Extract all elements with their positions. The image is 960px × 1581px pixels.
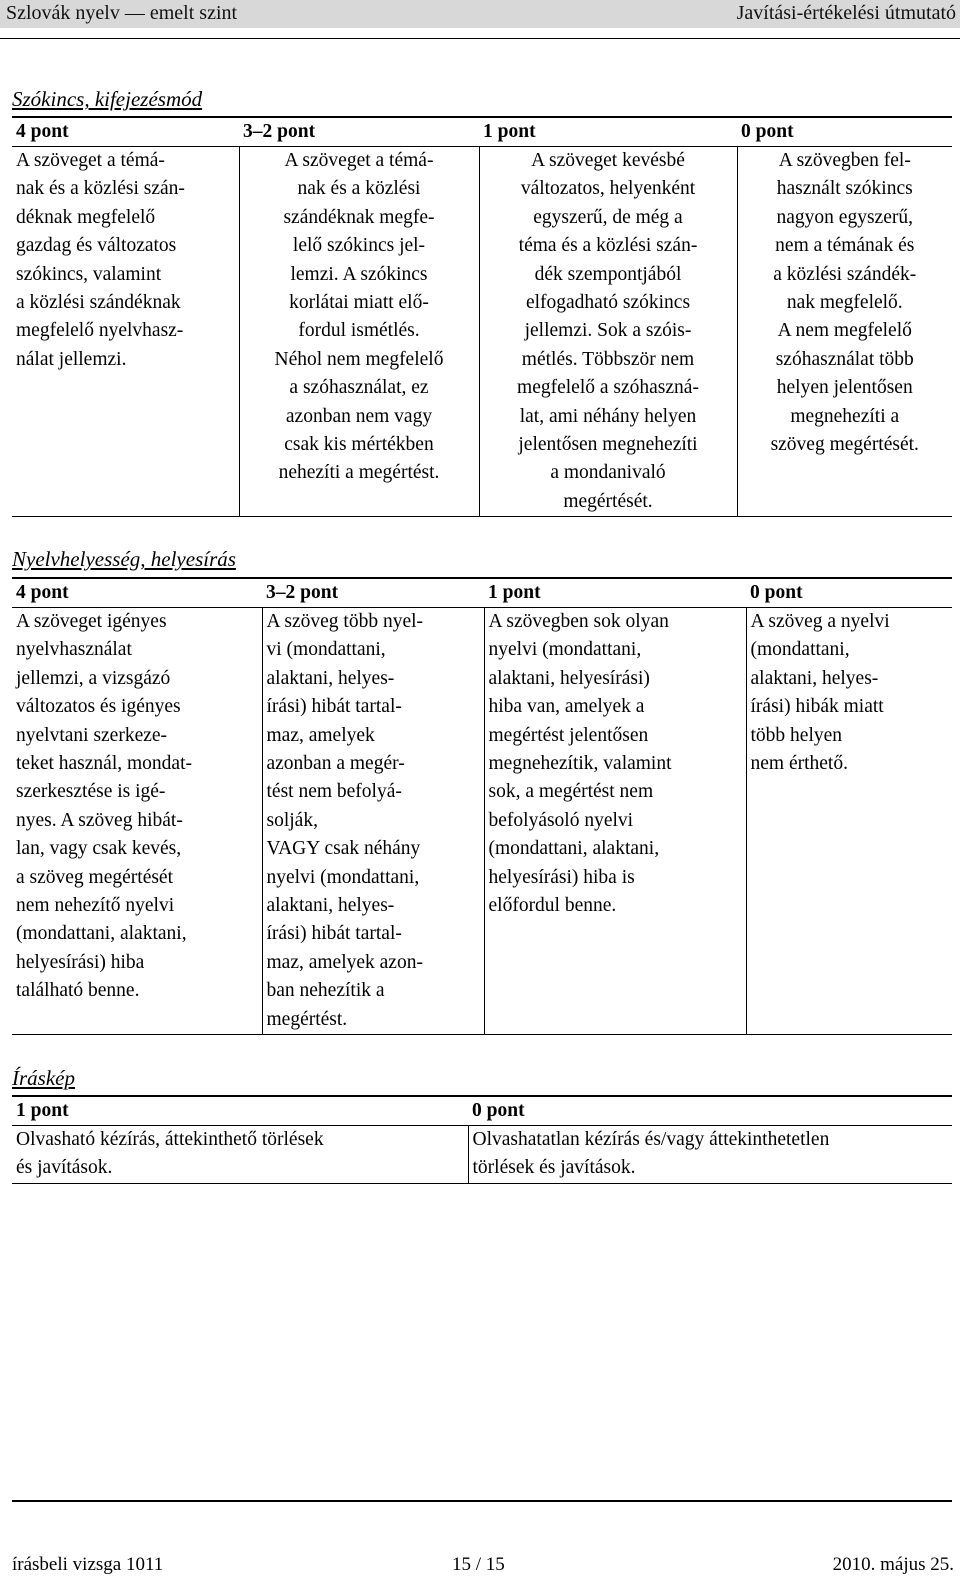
criteria-line: megértést.: [266, 1008, 348, 1030]
criteria-line: Olvashatatlan kézírás és/vagy áttekinthetetlen: [472, 1129, 830, 1150]
criteria-line: nem a témának és: [775, 235, 915, 257]
criteria-line: (mondattani, alaktani,: [488, 838, 660, 860]
criteria-line: A szöveget a témá-: [16, 150, 165, 171]
criteria-line: VAGY csak néhány: [266, 838, 421, 860]
criteria-line: írási) hibák miatt: [750, 696, 884, 718]
rubric-table-handwriting: [12, 1095, 952, 1184]
criteria-line: megértést jelentősen: [488, 724, 649, 746]
criteria-line: több helyen: [750, 724, 843, 746]
criteria-line: alaktani, helyes-: [750, 667, 879, 689]
criteria-line: nálat jellemzi.: [16, 348, 127, 370]
criteria-cell: [737, 147, 952, 517]
criteria-line: szöveg megértését.: [770, 434, 919, 456]
criteria-line: nak és a közlési szán-: [16, 178, 185, 200]
rubric-criteria-row: [12, 1126, 952, 1184]
header-doc-type: Javítási-értékelési útmutató: [736, 2, 956, 24]
column-header: 0 pont: [746, 578, 952, 608]
criteria-line: jellemzi, a vizsgázó: [16, 667, 171, 689]
page-header: [0, 0, 960, 28]
criteria-line: a szóhasználat, ez: [289, 377, 429, 399]
criteria-line: a közlési szándék-: [773, 263, 917, 285]
criteria-cell: [746, 608, 952, 1035]
criteria-line: nyes. A szöveg hibát-: [16, 809, 183, 831]
column-header: 3–2 pont: [262, 578, 484, 608]
criteria-line: szerkesztése is igé-: [16, 781, 166, 803]
criteria-line: A szöveget a témá-: [284, 150, 434, 171]
criteria-line: befolyásoló nyelvi: [488, 809, 634, 831]
criteria-cell: [262, 608, 484, 1035]
criteria-line: és javítások.: [16, 1157, 113, 1179]
criteria-line: maz, amelyek: [266, 724, 375, 746]
criteria-line: Néhol nem megfelelő: [274, 348, 444, 370]
criteria-line: jelentősen megnehezíti: [518, 434, 698, 456]
rubric-header-row: [12, 1096, 952, 1126]
criteria-cell: [479, 147, 737, 517]
criteria-line: déknak megfelelő: [16, 206, 156, 228]
column-header: 4 pont: [12, 578, 262, 608]
criteria-line: előfordul benne.: [488, 895, 617, 917]
criteria-line: változatos, helyenként: [520, 178, 696, 200]
criteria-line: Olvasható kézírás, áttekinthető törlések: [16, 1129, 324, 1150]
criteria-line: írási) hibát tartal-: [266, 696, 402, 718]
criteria-line: egyszerű, de még a: [533, 206, 683, 228]
column-header: 3–2 pont: [239, 117, 479, 147]
rubric-header-row: [12, 117, 952, 147]
column-header: 1 pont: [479, 117, 737, 147]
criteria-line: (mondattani,: [750, 639, 850, 661]
criteria-line: nem érthető.: [750, 753, 848, 775]
criteria-line: A szöveg több nyel-: [266, 611, 424, 632]
criteria-line: csak kis mértékben: [284, 434, 434, 456]
header-divider: [0, 38, 960, 39]
criteria-line: korlátai miatt elő-: [289, 292, 429, 314]
criteria-cell: [12, 608, 262, 1035]
criteria-line: szóhasználat több: [775, 348, 914, 370]
criteria-line: változatos és igényes: [16, 696, 181, 718]
criteria-line: maz, amelyek azon-: [266, 951, 423, 973]
criteria-line: lan, vagy csak kevés,: [16, 838, 182, 860]
criteria-line: dék szempontjából: [534, 263, 682, 285]
column-header: 1 pont: [484, 578, 746, 608]
criteria-line: A szöveget igényes: [16, 611, 167, 632]
criteria-line: elfogadható szókincs: [525, 292, 691, 314]
rubric-criteria-row: [12, 147, 952, 517]
rubric-criteria-row: [12, 608, 952, 1035]
criteria-line: gazdag és változatos: [16, 235, 177, 257]
section-title-vocabulary: Szókincs, kifejezésmód: [12, 87, 203, 111]
criteria-line: hiba van, amelyek a: [488, 696, 645, 718]
criteria-line: alaktani, helyes-: [266, 667, 395, 689]
header-subject: Szlovák nyelv — emelt szint: [6, 2, 238, 24]
criteria-line: lat, ami néhány helyen: [519, 405, 697, 427]
criteria-line: teket használ, mondat-: [16, 753, 192, 775]
criteria-line: szándéknak megfe-: [283, 206, 435, 228]
page-number: 15 / 15: [452, 1554, 505, 1575]
criteria-line: A szövegben fel-: [778, 150, 911, 171]
footer-divider: [12, 1500, 952, 1502]
criteria-cell: [12, 147, 239, 517]
criteria-line: métlés. Többször nem: [521, 348, 695, 370]
column-header: 4 pont: [12, 117, 239, 147]
criteria-line: vi (mondattani,: [266, 639, 386, 661]
criteria-line: nem nehezítő nyelvi: [16, 895, 175, 917]
rubric-table-grammar: [12, 577, 952, 1035]
criteria-line: téma és a közlési szán-: [518, 235, 698, 257]
criteria-cell: [468, 1126, 952, 1184]
criteria-line: ban nehezítik a: [266, 980, 385, 1002]
criteria-line: azonban nem vagy: [285, 405, 433, 427]
criteria-line: fordul ismétlés.: [298, 320, 420, 342]
criteria-cell: [484, 608, 746, 1035]
criteria-line: a mondanivaló: [550, 462, 666, 484]
criteria-line: jellemzi. Sok a szóis-: [524, 320, 692, 342]
criteria-line: szókincs, valamint: [16, 263, 162, 285]
criteria-line: nyelvhasználat: [16, 639, 132, 661]
rubric-header-row: [12, 578, 952, 608]
criteria-line: A szöveg a nyelvi: [750, 611, 890, 632]
rubric-table-vocabulary: [12, 116, 952, 517]
criteria-line: A szövegben sok olyan: [488, 611, 669, 632]
section-title-handwriting: Íráskép: [12, 1066, 75, 1090]
criteria-line: megnehezítik, valamint: [488, 753, 672, 775]
criteria-line: alaktani, helyesírási): [488, 667, 650, 689]
criteria-line: nagyon egyszerű,: [776, 206, 913, 228]
criteria-line: A szöveget kevésbé: [531, 150, 685, 171]
criteria-line: azonban a megér-: [266, 753, 405, 775]
criteria-line: helyesírási) hiba is: [488, 866, 635, 888]
criteria-line: megnehezíti a: [790, 405, 900, 427]
criteria-cell: [12, 1126, 468, 1184]
criteria-line: megfelelő a szóhaszná-: [517, 377, 699, 399]
criteria-line: a szöveg megértését: [16, 866, 174, 888]
criteria-line: nak megfelelő.: [786, 292, 903, 314]
criteria-line: nak és a közlési: [297, 178, 421, 200]
criteria-line: helyesírási) hiba: [16, 951, 145, 973]
criteria-line: alaktani, helyes-: [266, 895, 395, 917]
footer-exam-code: írásbeli vizsga 1011: [12, 1554, 164, 1575]
criteria-line: nyelvi (mondattani,: [488, 639, 642, 661]
criteria-line: található benne.: [16, 980, 140, 1002]
criteria-line: használt szókincs: [776, 178, 913, 200]
criteria-line: tést nem befolyá-: [266, 781, 402, 803]
criteria-line: nehezíti a megértést.: [278, 462, 440, 484]
criteria-line: megértését.: [563, 490, 653, 512]
column-header: 0 pont: [468, 1096, 952, 1126]
column-header: 0 pont: [737, 117, 952, 147]
criteria-line: sok, a megértést nem: [488, 781, 654, 803]
criteria-line: helyen jelentősen: [776, 377, 913, 399]
criteria-line: nyelvi (mondattani,: [266, 866, 420, 888]
criteria-cell: [239, 147, 479, 517]
criteria-line: lelő szókincs jel-: [292, 235, 426, 257]
criteria-line: solják,: [266, 809, 318, 831]
column-header: 1 pont: [12, 1096, 468, 1126]
criteria-line: (mondattani, alaktani,: [16, 923, 187, 945]
criteria-line: írási) hibát tartal-: [266, 923, 402, 945]
section-title-grammar: Nyelvhelyesség, helyesírás: [12, 547, 236, 571]
criteria-line: törlések és javítások.: [472, 1157, 636, 1179]
criteria-line: megfelelő nyelvhasz-: [16, 320, 184, 342]
criteria-line: A nem megfelelő: [777, 320, 912, 342]
criteria-line: lemzi. A szókincs: [290, 263, 428, 285]
criteria-line: nyelvtani szerkeze-: [16, 724, 168, 746]
footer-date: 2010. május 25.: [832, 1554, 954, 1575]
criteria-line: a közlési szándéknak: [16, 292, 181, 314]
